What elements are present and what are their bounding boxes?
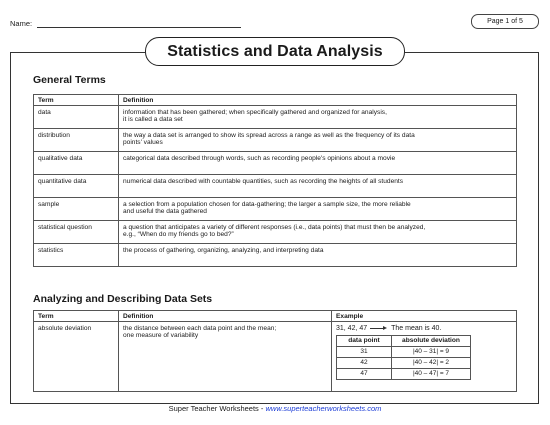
term-cell: sample: [34, 198, 119, 221]
column-header-term: Term: [34, 95, 119, 106]
data-point-cell: 31: [337, 347, 392, 358]
table-row: [34, 322, 517, 392]
definition-cell: the distance between each data point and the mean; one measure of variability: [119, 322, 332, 392]
footer: [0, 404, 550, 413]
deviation-cell: |40 – 42| = 2: [392, 358, 471, 369]
table-row: [34, 152, 517, 175]
example-line: [336, 325, 512, 332]
table-header-row: [34, 95, 517, 106]
definition-cell: the process of gathering, organizing, analyzing, and interpreting data: [119, 244, 517, 267]
page-title: Statistics and Data Analysis: [145, 37, 405, 66]
right-arrow-icon: [370, 325, 388, 332]
frame-right-border: [538, 52, 539, 403]
data-point-cell: 47: [337, 369, 392, 380]
column-header-definition: Definition: [119, 311, 332, 322]
table-row: [34, 129, 517, 152]
name-field-line[interactable]: [37, 27, 241, 28]
table-row: [337, 358, 471, 369]
name-label: Name:: [10, 19, 33, 28]
term-cell: absolute deviation: [34, 322, 119, 392]
footer-brand: Super Teacher Worksheets -: [168, 404, 266, 413]
page-indicator-badge: Page 1 of 5: [471, 14, 539, 29]
definition-cell: categorical data described through words, such as recording people's opinions about a movie: [119, 152, 517, 175]
deviation-table: [336, 335, 471, 380]
deviation-cell: |40 – 47| = 7: [392, 369, 471, 380]
frame-top-border-left: [10, 52, 145, 53]
example-values: 31, 42, 47: [336, 325, 368, 332]
definition-cell: the way a data set is arranged to show its spread across a range as well as the frequency of its data points' values: [119, 129, 517, 152]
term-cell: distribution: [34, 129, 119, 152]
column-header-example: Example: [332, 311, 517, 322]
deviation-cell: |40 – 31| = 9: [392, 347, 471, 358]
section-heading-general-terms: General Terms: [33, 74, 106, 86]
table-row: [337, 369, 471, 380]
term-cell: quantitative data: [34, 175, 119, 198]
example-result: The mean is 40.: [391, 325, 442, 332]
data-point-cell: 42: [337, 358, 392, 369]
definition-cell: a question that anticipates a variety of different responses (i.e., data points) that must then be analyzed, e.g., “When do my friends go to bed?”: [119, 221, 517, 244]
table-row: [34, 198, 517, 221]
analyzing-table: [33, 310, 517, 392]
definition-cell: numerical data described with countable quantities, such as recording the heights of all students: [119, 175, 517, 198]
section-heading-analyzing: Analyzing and Describing Data Sets: [33, 293, 213, 305]
general-terms-table: [33, 94, 517, 267]
frame-left-border: [10, 52, 11, 403]
table-row: [337, 347, 471, 358]
table-header-row: [337, 336, 471, 347]
example-cell: [332, 322, 517, 392]
table-row: [34, 106, 517, 129]
term-cell: statistical question: [34, 221, 119, 244]
term-cell: statistics: [34, 244, 119, 267]
term-cell: data: [34, 106, 119, 129]
frame-top-border-right: [405, 52, 539, 53]
column-header-data-point: data point: [337, 336, 392, 347]
definition-cell: a selection from a population chosen for data-gathering; the larger a sample size, the more reliable and useful the data gathered: [119, 198, 517, 221]
table-row: [34, 244, 517, 267]
footer-link[interactable]: www.superteacherworksheets.com: [265, 404, 382, 413]
column-header-definition: Definition: [119, 95, 517, 106]
table-row: [34, 221, 517, 244]
term-cell: qualitative data: [34, 152, 119, 175]
definition-cell: information that has been gathered; when specifically gathered and organized for analysis, it is called a data set: [119, 106, 517, 129]
table-row: [34, 175, 517, 198]
column-header-absolute-deviation: absolute deviation: [392, 336, 471, 347]
column-header-term: Term: [34, 311, 119, 322]
table-header-row: [34, 311, 517, 322]
